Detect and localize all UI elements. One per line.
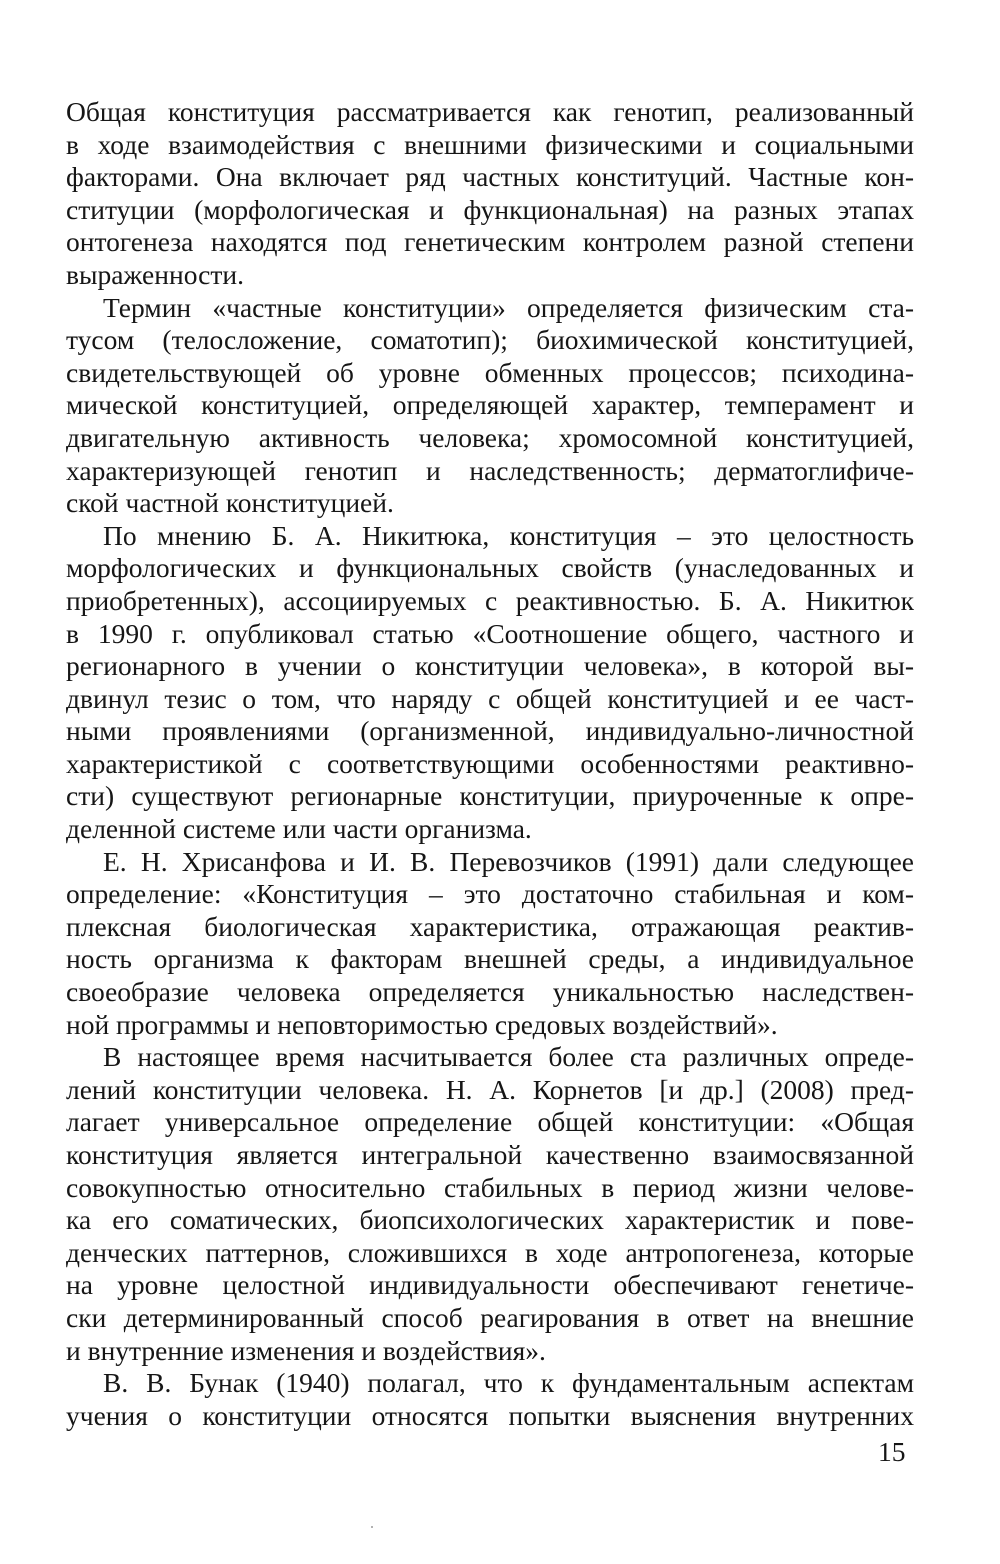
- text-line: ными проявлениями (организменной, индивидуально-личностной: [66, 715, 914, 747]
- text-line: ски детерминированный способ реагирования в ответ на внешние: [66, 1301, 914, 1333]
- text-line: ность организма к факторам внешней среды, а индивидуальное: [66, 943, 914, 975]
- text-line: характеристикой с соответствующими особенностями реактивно-: [66, 747, 914, 779]
- text-line: регионарного в учении о конституции человека», в которой вы-: [66, 650, 914, 682]
- text-line: своеобразие человека определяется уникальностью наследствен-: [66, 976, 914, 1008]
- text-line: плексная биологическая характеристика, отражающая реактив-: [66, 910, 914, 942]
- scan-dust-mark: [371, 1526, 373, 1528]
- text-line: выраженности.: [66, 258, 244, 290]
- text-line: двинул тезис о том, что наряду с общей конституцией и ее част-: [66, 682, 914, 714]
- text-line: в 1990 г. опубликовал статью «Соотношение общего, частного и: [66, 617, 914, 649]
- text-line: приобретенных), ассоциируемых с реактивностью. Б. А. Никитюк: [66, 584, 914, 616]
- text-line: лагает универсальное определение общей конституции: «Общая: [66, 1106, 914, 1138]
- text-line: ституции (морфологическая и функциональная) на разных этапах: [66, 193, 914, 225]
- text-line: и внутренние изменения и воздействия».: [66, 1334, 546, 1366]
- text-line: лений конституции человека. Н. А. Корнетов [и др.] (2008) пред-: [66, 1073, 914, 1105]
- text-line: на уровне целостной индивидуальности обеспечивают генетиче-: [66, 1269, 914, 1301]
- text-line: Общая конституция рассматривается как генотип, реализованный: [66, 96, 914, 127]
- text-line: сти) существуют регионарные конституции, приуроченные к опре-: [66, 780, 914, 812]
- text-line: факторами. Она включает ряд частных конституций. Частные кон-: [66, 161, 914, 193]
- text-line: определение: «Конституция – это достаточно стабильная и ком-: [66, 878, 914, 910]
- paragraph-6: [66, 1367, 914, 1432]
- text-line: мической конституцией, определяющей характер, темперамент и: [66, 389, 914, 421]
- text-line: свидетельствующей об уровне обменных процессов; психодина-: [66, 356, 914, 388]
- text-line: Термин «частные конституции» определяется физическим ста-: [103, 291, 914, 323]
- text-line: Е. Н. Хрисанфова и И. В. Перевозчиков (1991) дали следующее: [103, 845, 914, 877]
- paragraph-4: [66, 846, 914, 1042]
- text-line: совокупностью относительно стабильных в период жизни челове-: [66, 1171, 914, 1203]
- text-line: конституция является интегральной качественно взаимосвязанной: [66, 1139, 914, 1170]
- paragraph-5: [66, 1041, 914, 1367]
- paragraph-3: [66, 520, 914, 846]
- text-line: двигательную активность человека; хромосомной конституцией,: [66, 421, 914, 453]
- text-line: В. В. Бунак (1940) полагал, что к фундаментальным аспектам: [103, 1367, 914, 1399]
- text-line: учения о конституции относятся попытки выяснения внутренних: [66, 1399, 914, 1431]
- paragraph-1: [66, 96, 914, 292]
- paragraph-2: [66, 292, 914, 520]
- text-line: тусом (телосложение, соматотип); биохимической конституцией,: [66, 324, 914, 356]
- text-line: ной программы и неповторимостью средовых воздействий».: [66, 1008, 778, 1040]
- text-line: онтогенеза находятся под генетическим контролем разной степени: [66, 226, 914, 258]
- page-number: 15: [878, 1436, 906, 1467]
- text-line: деленной системе или части организма.: [66, 813, 532, 845]
- text-line: морфологических и функциональных свойств (унаследованных и: [66, 552, 914, 584]
- text-line: По мнению Б. А. Никитюка, конституция – это целостность: [103, 519, 914, 551]
- text-line: характеризующей генотип и наследственность; дерматоглифиче-: [66, 454, 914, 486]
- text-line: денческих паттернов, сложившихся в ходе антропогенеза, которые: [66, 1236, 914, 1268]
- body-text: [66, 96, 914, 1432]
- text-line: В настоящее время насчитывается более ста различных опреде-: [103, 1041, 914, 1073]
- text-line: в ходе взаимодействия с внешними физическими и социальными: [66, 128, 914, 160]
- text-line: ка его соматических, биопсихологических характеристик и пове-: [66, 1204, 914, 1236]
- text-line: ской частной конституцией.: [66, 487, 394, 519]
